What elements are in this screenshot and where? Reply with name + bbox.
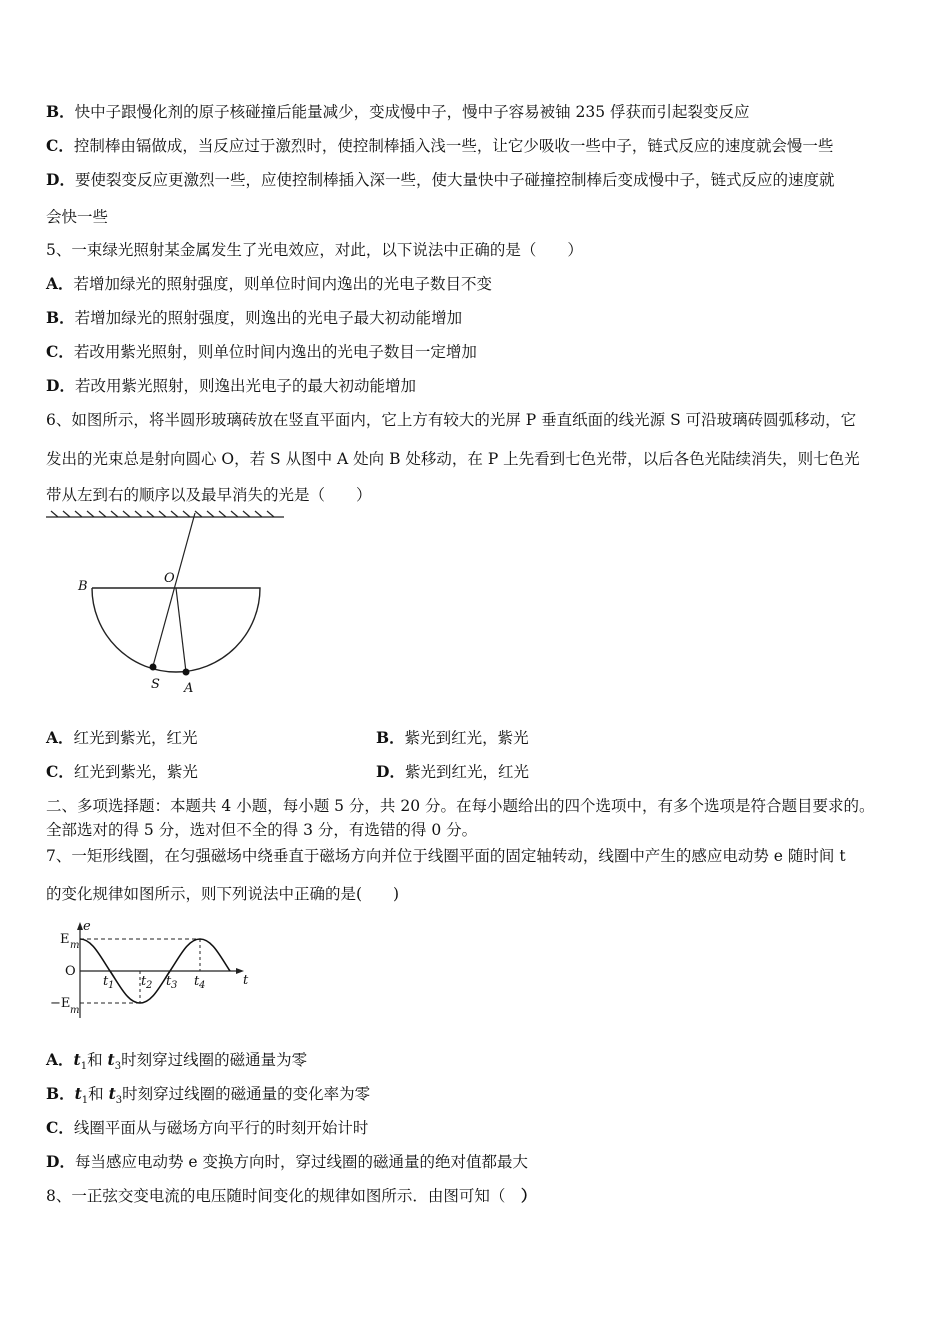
section2-heading-line2: [46, 820, 477, 840]
q6-option-a: [46, 728, 198, 748]
t1-symbol: t: [74, 1084, 82, 1103]
option-text: 每当感应电动势 e 变换方向时，穿过线圈的磁通量的绝对值都最大: [74, 1153, 528, 1171]
t2-sub: 2: [146, 980, 153, 991]
q6-stem-line1: [46, 410, 856, 430]
q5-option-c: [46, 342, 477, 362]
option-letter: B．: [46, 308, 75, 327]
q4-option-c: [46, 136, 833, 156]
option-letter: C．: [46, 136, 74, 155]
q5-option-d: [46, 376, 416, 396]
option-text: 紫光到红光，红光: [404, 763, 529, 781]
q5-stem: [46, 240, 583, 260]
q4-option-d-continued: [46, 207, 108, 227]
t3-sub: 3: [171, 980, 178, 991]
label-a: A: [184, 681, 194, 696]
q6-option-b: [376, 728, 529, 748]
section2-heading-line1: [46, 796, 875, 816]
question-stem: 8、一正弦交变电流的电压随时间变化的规律如图所示．由图可知（: [46, 1187, 521, 1205]
t4-label: t: [194, 974, 200, 989]
t1-sub: 1: [108, 980, 115, 991]
question-stem: 的变化规律如图所示，则下列说法中正确的是( ): [46, 885, 400, 903]
option-letter: B．: [376, 728, 405, 747]
option-letter: D．: [46, 1152, 75, 1171]
option-text: 时刻穿过线圈的磁通量为零: [121, 1051, 308, 1069]
q5-option-a: [46, 274, 492, 294]
question-stem: 7、一矩形线圈，在匀强磁场中绕垂直于磁场方向并位于线圈平面的固定轴转动，线圈中产生的感应电动势 e 随时间 t: [46, 847, 846, 865]
source-point-s: [150, 664, 157, 671]
option-text: 若增加绿光的照射强度，则单位时间内逸出的光电子数目不变: [73, 275, 493, 293]
em-sub: m: [70, 940, 80, 951]
option-letter: B．: [46, 102, 75, 121]
closing-paren: ）: [520, 1186, 537, 1205]
q6-option-c: [46, 762, 198, 782]
t4-sub: 4: [199, 980, 206, 991]
q7-option-b: [46, 1084, 370, 1111]
option-letter: A．: [46, 274, 74, 293]
option-text: 红光到紫光，紫光: [73, 763, 198, 781]
option-letter: C．: [46, 342, 74, 361]
label-o: O: [164, 571, 175, 586]
neg-em-sub: m: [70, 1005, 80, 1016]
option-text: 若改用紫光照射，则单位时间内逸出的光电子数目一定增加: [73, 343, 477, 361]
option-letter: B．: [46, 1084, 75, 1103]
neg-em-label: −E: [50, 996, 71, 1011]
q7-option-c: [46, 1118, 368, 1138]
q4-option-d: [46, 170, 834, 190]
label-s: S: [151, 677, 160, 692]
q7-stem-line2: [46, 884, 399, 904]
section-heading: 二、多项选择题：本题共 4 小题，每小题 5 分，共 20 分。在每小题给出的四个选项中，有多个选项是符合题目要求的。: [46, 797, 875, 815]
t3-label: t: [166, 974, 172, 989]
q6-option-d: [376, 762, 529, 782]
question-stem: 带从左到右的顺序以及最早消失的光是（ ）: [46, 486, 372, 504]
screen-hatching: [46, 511, 284, 517]
option-text: 控制棒由镉做成，当反应过于激烈时，使控制棒插入浅一些，让它少吸收一些中子，链式反应的速度就会慢一些: [73, 137, 834, 155]
q7-stem-line1: [46, 846, 846, 866]
t1-symbol: t: [73, 1050, 81, 1069]
t-axis-label: t: [243, 973, 249, 988]
q4-option-b: [46, 102, 750, 122]
q6-stem-line3: [46, 485, 372, 505]
q8-stem: [46, 1186, 536, 1206]
q7-graph: [40, 918, 270, 1023]
option-text: 快中子跟慢化剂的原子核碰撞后能量减少，变成慢中子，慢中子容易被铀 235 俘获而引起裂变反应: [74, 103, 750, 121]
q6-figure: [40, 510, 300, 700]
t3-subscript: 3: [114, 1061, 122, 1073]
option-text-mid: 和: [88, 1085, 109, 1103]
option-letter: A．: [46, 728, 74, 747]
option-text-continued: 会快一些: [46, 208, 109, 226]
radius-line-a: [176, 588, 186, 672]
t1-label: t: [103, 974, 109, 989]
light-ray: [153, 513, 195, 666]
option-letter: C．: [46, 762, 74, 781]
t1-subscript: 1: [81, 1095, 89, 1107]
e-axis-label: e: [83, 919, 91, 934]
t3-subscript: 3: [115, 1095, 123, 1107]
t3-symbol: t: [108, 1084, 116, 1103]
q6-stem-line2: [46, 449, 860, 469]
option-letter: D．: [46, 170, 75, 189]
option-text: 紫光到红光，紫光: [404, 729, 529, 747]
option-text: 时刻穿过线圈的磁通量的变化率为零: [122, 1085, 371, 1103]
t3-symbol: t: [107, 1050, 115, 1069]
origin-label: O: [65, 964, 76, 979]
option-letter: D．: [46, 376, 75, 395]
label-b: B: [78, 579, 88, 594]
q7-option-d: [46, 1152, 528, 1172]
semicircle-glass: [92, 588, 260, 672]
option-text: 若改用紫光照射，则逸出光电子的最大初动能增加: [74, 377, 416, 395]
option-text: 若增加绿光的照射强度，则逸出的光电子最大初动能增加: [74, 309, 463, 327]
question-stem: 6、如图所示，将半圆形玻璃砖放在竖直平面内，它上方有较大的光屏 P 垂直纸面的线光源 S 可沿玻璃砖圆弧移动，它: [46, 411, 857, 429]
question-stem: 发出的光束总是射向圆心 O，若 S 从图中 A 处向 B 处移动，在 P 上先看到七色光带，以后各色光陆续消失，则七色光: [46, 450, 860, 468]
option-text: 要使裂变反应更激烈一些，应使控制棒插入深一些，使大量快中子碰撞控制棒后变成慢中子，链式反应的速度就: [74, 171, 835, 189]
option-letter: A．: [46, 1050, 74, 1069]
option-letter: C．: [46, 1118, 74, 1137]
q5-option-b: [46, 308, 462, 328]
t1-subscript: 1: [80, 1061, 88, 1073]
option-text-mid: 和: [87, 1051, 108, 1069]
question-stem: 5、一束绿光照射某金属发生了光电效应，对此，以下说法中正确的是（ ）: [46, 241, 583, 259]
t2-label: t: [141, 974, 147, 989]
q7-option-a: [46, 1050, 307, 1077]
point-a: [183, 669, 190, 676]
option-text: 红光到紫光，红光: [73, 729, 198, 747]
option-text: 线圈平面从与磁场方向平行的时刻开始计时: [73, 1119, 369, 1137]
em-label: E: [60, 932, 70, 947]
option-letter: D．: [376, 762, 405, 781]
section-heading: 全部选对的得 5 分，选对但不全的得 3 分，有选错的得 0 分。: [46, 821, 478, 839]
